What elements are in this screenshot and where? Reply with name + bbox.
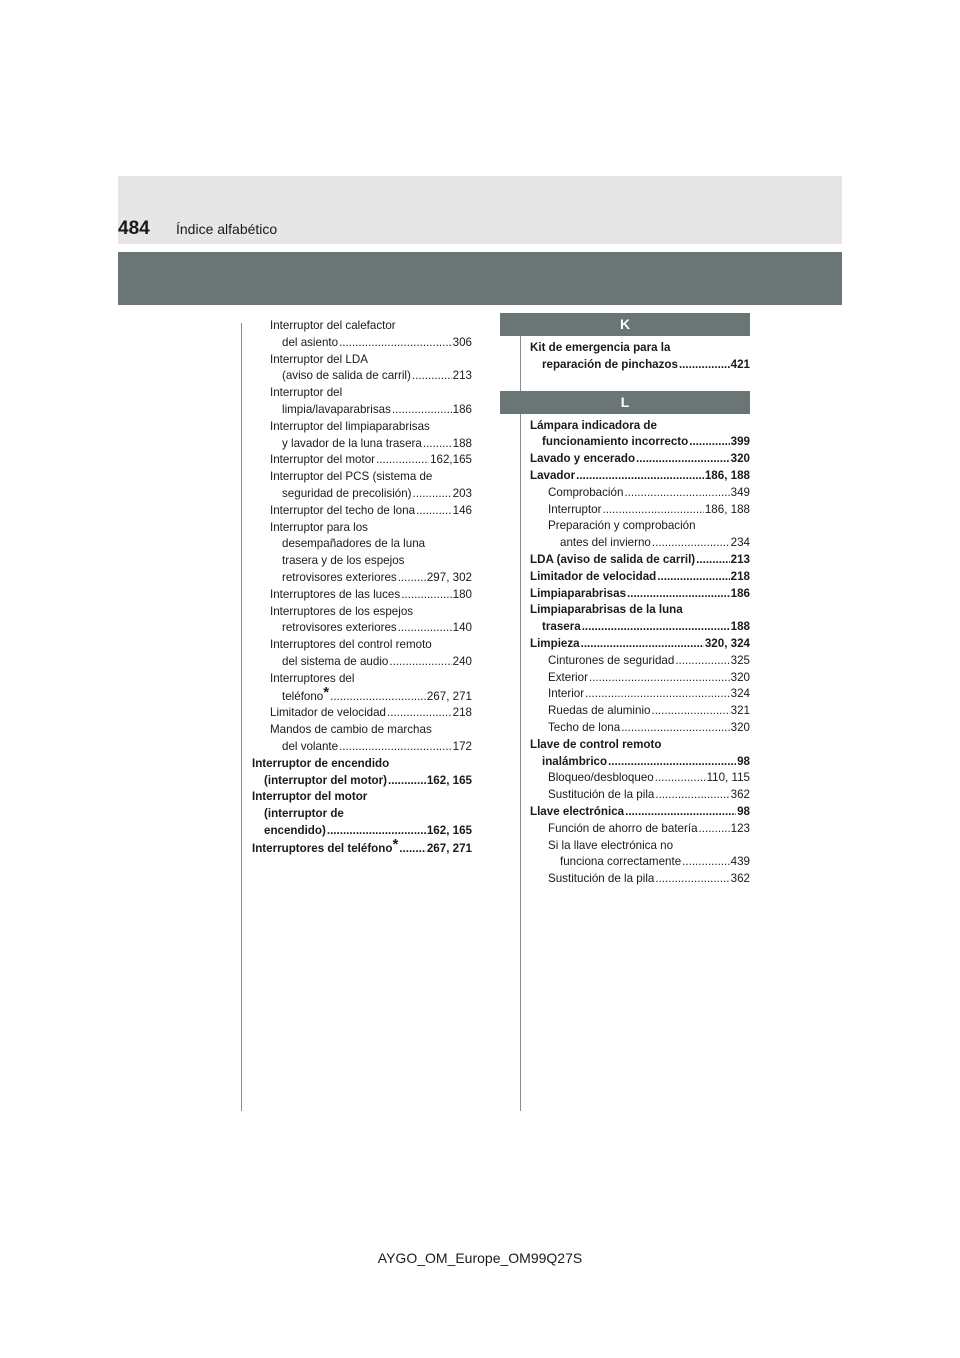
page-ref: 186, 188 <box>704 468 750 482</box>
index-entry: Interruptor ..... 186, 188 <box>530 502 750 519</box>
index-entry: antes del invierno ..... 234 <box>530 535 750 552</box>
page-ref: 180 <box>452 587 472 601</box>
index-entry-label: Lámpara indicadora de <box>530 418 657 432</box>
index-entry-label: Interruptor del LDA <box>270 352 368 366</box>
index-entry: Interruptores del teléfono* ..... 267, 271 <box>252 840 472 858</box>
letter-heading-k: K <box>500 313 750 336</box>
page-ref: 188 <box>452 436 472 450</box>
page-ref: 240 <box>452 654 472 668</box>
page-ref: 110, 115 <box>706 771 750 785</box>
page-ref: 297, 302 <box>426 570 472 584</box>
footnote-asterisk: * <box>392 835 399 853</box>
index-entry-label: Kit de emergencia para la <box>530 341 671 354</box>
page-ref: 140 <box>452 621 472 635</box>
index-entry-label: Limpiaparabrisas de la luna <box>530 603 683 617</box>
index-entry: reparación de pinchazos ..... 421 <box>530 357 750 374</box>
index-entry-label: Interruptor del limpiaparabrisas <box>270 419 430 433</box>
index-entry: Interruptores de las luces ..... 180 <box>252 587 472 604</box>
index-entry-label: (interruptor de <box>264 807 344 821</box>
index-entry-label: Interruptores del control remoto <box>270 638 432 652</box>
page-ref: 267, 271 <box>426 841 472 855</box>
right-index-column <box>500 313 750 888</box>
index-entry-label: trasera y de los espejos <box>282 554 405 568</box>
index-entry-label: Interruptor de encendido <box>252 756 390 770</box>
index-entry: Ruedas de aluminio ..... 321 <box>530 703 750 720</box>
page-ref: 362 <box>730 788 750 802</box>
index-entry-label: Interruptor del PCS (sistema de <box>270 470 433 484</box>
index-entry: seguridad de precolisión) ..... 203 <box>252 486 472 503</box>
index-entry: Comprobación ..... 349 <box>530 485 750 502</box>
index-entry-label: Interruptor para los <box>270 520 368 534</box>
page-ref: 349 <box>730 485 750 499</box>
page-ref: 218 <box>452 706 472 720</box>
page-ref: 98 <box>737 804 750 818</box>
page-number: 484 <box>118 218 150 239</box>
index-entry-label: Interruptor del <box>270 386 343 400</box>
index-entry: Función de ahorro de batería ..... 123 <box>530 821 750 838</box>
section-title: Índice alfabético <box>176 221 278 237</box>
page-ref: 320 <box>730 670 750 684</box>
index-entry: (aviso de salida de carril) ..... 213 <box>252 368 472 385</box>
page-ref: 162,165 <box>430 453 472 467</box>
page-ref: 186 <box>452 402 472 416</box>
page-ref: 320, 324 <box>704 636 750 650</box>
index-entry: del sistema de audio ..... 240 <box>252 654 472 671</box>
page-ref: 162, 165 <box>426 823 472 837</box>
index-entry: Lavado y encerado ..... 320 <box>530 451 750 468</box>
index-entry: Limitador de velocidad ..... 218 <box>530 569 750 586</box>
footnote-asterisk: * <box>323 683 330 701</box>
page-ref: 267, 271 <box>426 689 472 703</box>
index-entry-label: Interruptor del motor <box>252 790 368 804</box>
page-ref: 320 <box>730 452 750 466</box>
index-entry: encendido) ..... 162, 165 <box>252 823 472 840</box>
left-column-rule <box>241 323 242 1111</box>
index-entry: funcionamiento incorrecto ..... 399 <box>530 434 750 451</box>
page-ref: 188 <box>730 620 750 634</box>
index-entry: trasera ..... 188 <box>530 619 750 636</box>
index-entry: Exterior ..... 320 <box>530 670 750 687</box>
index-entry-label: Interruptor del calefactor <box>270 319 396 332</box>
page-ref: 325 <box>730 653 750 667</box>
page-ref: 186 <box>730 586 750 600</box>
index-entry: limpia/lavaparabrisas ..... 186 <box>252 402 472 419</box>
index-entry: Sustitución de la pila ..... 362 <box>530 787 750 804</box>
index-entry: y lavador de la luna trasera ..... 188 <box>252 436 472 453</box>
page-ref: 98 <box>737 754 750 768</box>
page-ref: 321 <box>730 704 750 718</box>
index-entry: Interruptor del motor ..... 162,165 <box>252 452 472 469</box>
index-entry: Llave electrónica ..... 98 <box>530 804 750 821</box>
index-entry: Interruptor del techo de lona ..... 146 <box>252 503 472 520</box>
index-entry-label: Interruptores del <box>270 671 355 685</box>
index-entry-label: Interruptores de los espejos <box>270 604 414 618</box>
letter-heading-l: L <box>500 391 750 414</box>
index-entry: retrovisores exteriores ..... 140 <box>252 620 472 637</box>
page-ref: 399 <box>730 435 750 449</box>
index-entry-label: Si la llave electrónica no <box>548 838 674 852</box>
index-entry: Limpiaparabrisas ..... 186 <box>530 586 750 603</box>
index-entry: Limitador de velocidad ..... 218 <box>252 705 472 722</box>
index-entry: LDA (aviso de salida de carril) ..... 213 <box>530 552 750 569</box>
page-ref: 162, 165 <box>426 773 472 787</box>
index-entry-label: Llave de control remoto <box>530 737 662 751</box>
index-entry: Techo de lona ..... 320 <box>530 720 750 737</box>
index-entry: del volante ..... 172 <box>252 739 472 756</box>
page-ref: 439 <box>730 855 750 869</box>
index-entry: retrovisores exteriores ..... 297, 302 <box>252 570 472 587</box>
page-ref: 213 <box>730 552 750 566</box>
page-ref: 324 <box>730 687 750 701</box>
index-entry: Interior ..... 324 <box>530 686 750 703</box>
index-entry: Limpieza ..... 320, 324 <box>530 636 750 653</box>
index-entry-label: Mandos de cambio de marchas <box>270 723 432 737</box>
index-entry-label: Preparación y comprobación <box>548 519 696 533</box>
index-entry: Cinturones de seguridad ..... 325 <box>530 653 750 670</box>
index-entry: inalámbrico ..... 98 <box>530 754 750 771</box>
page-ref: 186, 188 <box>704 502 750 516</box>
page-ref: 218 <box>730 569 750 583</box>
index-entry: Lavador ..... 186, 188 <box>530 468 750 485</box>
page-ref: 421 <box>730 357 750 371</box>
index-entry: (interruptor del motor) ..... 162, 165 <box>252 773 472 790</box>
index-entry: del asiento ..... 306 <box>252 335 472 352</box>
page-ref: 362 <box>730 872 750 886</box>
index-entry: teléfono* ..... 267, 271 <box>252 688 472 706</box>
page-ref: 123 <box>730 821 750 835</box>
page-ref: 203 <box>452 486 472 500</box>
page-ref: 213 <box>452 369 472 383</box>
index-entry-label: desempañadores de la luna <box>282 537 426 551</box>
left-index-column <box>252 318 472 858</box>
document-code-footer: AYGO_OM_Europe_OM99Q27S <box>377 1250 583 1266</box>
index-entry: funciona correctamente ..... 439 <box>530 854 750 871</box>
page-ref: 320 <box>730 720 750 734</box>
header-dark-band <box>118 252 842 305</box>
page-ref: 306 <box>452 335 472 349</box>
page-ref: 172 <box>452 739 472 753</box>
page-ref: 234 <box>730 536 750 550</box>
index-entry: Sustitución de la pila ..... 362 <box>530 871 750 888</box>
index-entry: Bloqueo/desbloqueo ..... 110, 115 <box>530 770 750 787</box>
page-ref: 146 <box>452 503 472 517</box>
